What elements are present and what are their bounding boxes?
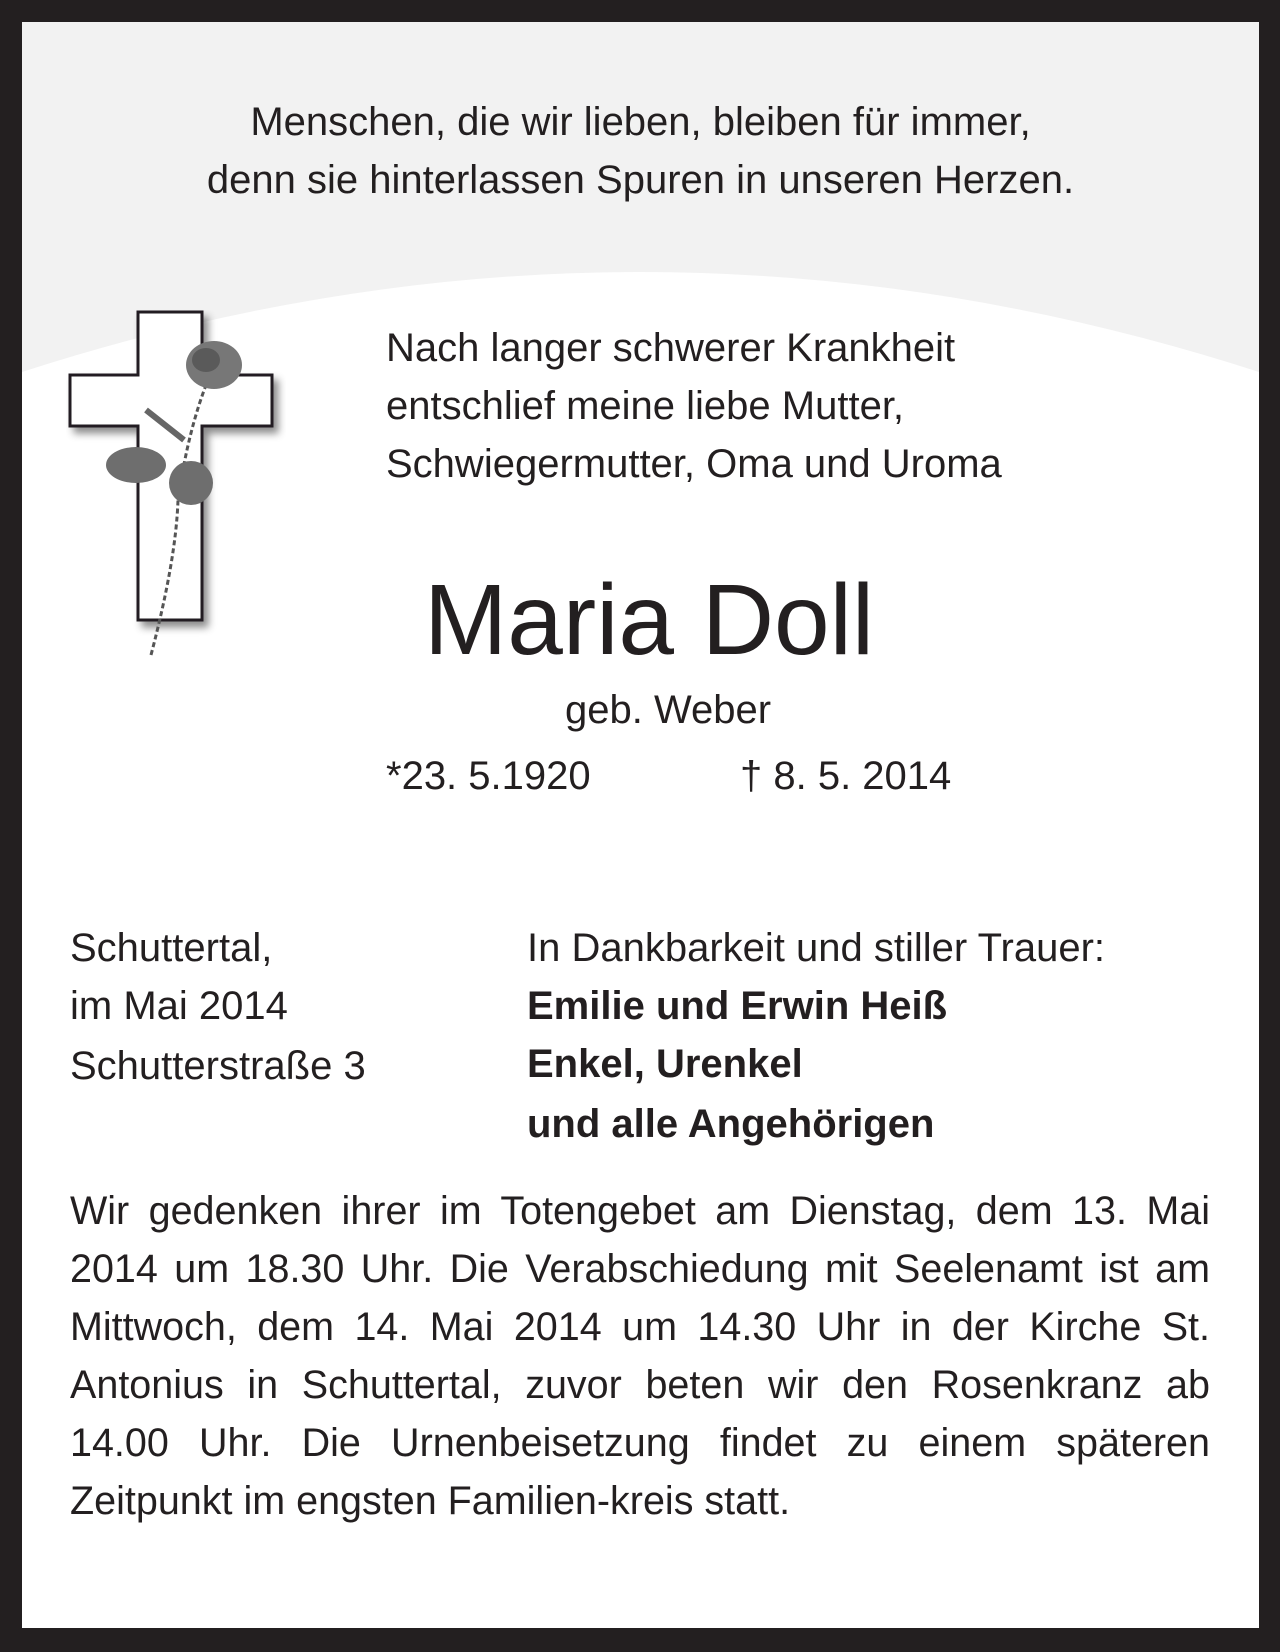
motto-line-2: denn sie hinterlassen Spuren in unseren Herzen.: [206, 158, 1075, 202]
mourner-line-1: Emilie und Erwin Heiß: [527, 984, 948, 1028]
birth-date: *23. 5.1920: [386, 754, 591, 798]
mourners-intro: In Dankbarkeit und stiller Trauer:: [527, 926, 1106, 970]
motto-line-1: Menschen, die wir lieben, bleiben für immer,: [250, 100, 1031, 144]
place-line-2: im Mai 2014: [70, 984, 288, 1028]
deceased-name: Maria Doll: [424, 564, 875, 676]
funeral-notice-text: Wir gedenken ihrer im Totengebet am Dienstag, dem 13. Mai 2014 um 18.30 Uhr. Die Verabschiedung mit Seelenamt ist am Mittwoch, dem 14. Mai 2014 um 14.30 Uhr in der Kirche St. Antonius in Schuttertal, zuvor beten wir den Rosenkranz ab 14.00 Uhr. Die Urnenbeisetzung findet zu einem späteren Zeitpunkt im engsten Familien-kreis statt.: [70, 1189, 1210, 1523]
death-date: † 8. 5. 2014: [740, 754, 952, 798]
cross-with-rose-icon: [66, 310, 286, 660]
obituary-notice: [22, 22, 1259, 1628]
intro-line-2: entschlief meine liebe Mutter,: [386, 384, 905, 428]
intro-line-1: Nach langer schwerer Krankheit: [386, 326, 956, 370]
mourner-line-2: Enkel, Urenkel: [527, 1042, 803, 1086]
place-line-1: Schuttertal,: [70, 926, 273, 970]
mourner-line-3: und alle Angehörigen: [527, 1102, 935, 1146]
place-line-3: Schutterstraße 3: [70, 1044, 366, 1088]
maiden-name: geb. Weber: [565, 688, 772, 732]
intro-line-3: Schwiegermutter, Oma und Uroma: [386, 442, 1002, 486]
